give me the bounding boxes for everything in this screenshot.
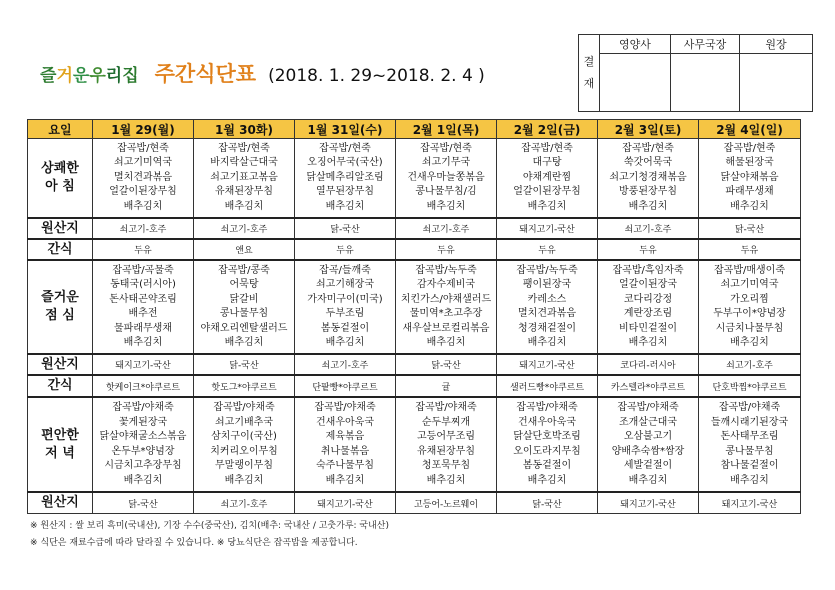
day-header: 2월 1일(목) (396, 120, 497, 139)
lunch-cell (93, 260, 194, 354)
dinner-cell (295, 397, 396, 491)
origin-note: ※ 원산지 : 쌀 보리 흑미(국내산), 기장 수수(중국산), 김치(배추: 국내산 / 고춧가루: 국내산) (30, 521, 389, 531)
origin-cell: 쇠고기-호주 (295, 354, 396, 375)
menu-item: 닭살야채볶음 (720, 171, 779, 183)
menu-note: ※ 식단은 재료수급에 따라 달라질 수 있습니다. ※ 당뇨식단은 잡곡밥을 제공합니다. (30, 538, 358, 548)
menu-item: 가오리찜 (730, 293, 769, 305)
menu-item: 콩나물무침 (219, 308, 269, 320)
approval-col-director: 원장 (740, 35, 813, 54)
menu-item: 배추김치 (730, 200, 769, 212)
snack-cell: 두유 (598, 239, 699, 260)
origin-label: 원산지 (28, 354, 93, 375)
menu-item: 얼갈이된장무침 (513, 186, 581, 198)
menu-item: 닭살단호박조림 (513, 431, 581, 443)
dinner-cell (194, 397, 295, 491)
snack-cell: 카스텔라*야쿠르트 (598, 375, 699, 397)
menu-item: 배추김치 (628, 200, 668, 212)
date-range: (2018. 1. 29~2018. 2. 4 ) (268, 66, 485, 86)
lunch-cell (295, 260, 396, 354)
menu-item: 잡곡밥/야채죽 (112, 402, 174, 414)
day-header: 2월 2일(금) (497, 120, 598, 139)
menu-item: 온두부*양념장 (111, 445, 175, 457)
lunch-cell (699, 260, 801, 354)
menu-item: 물파래무생채 (114, 322, 172, 334)
dinner-cell (598, 397, 699, 491)
origin-cell: 닭-국산 (396, 354, 497, 375)
snack-cell: 두유 (93, 239, 194, 260)
origin-cell: 닭-국산 (295, 218, 396, 239)
menu-item: 배추김치 (730, 474, 769, 486)
logo: 즐거운우리집 (40, 66, 139, 86)
origin-cell: 돼지고기-국산 (699, 492, 801, 514)
origin-cell: 코다리-러시아 (598, 354, 699, 375)
header-row (28, 120, 801, 139)
approval-col-nutritionist: 영양사 (600, 35, 671, 54)
menu-item: 배추김치 (628, 337, 668, 349)
menu-item: 청포묵무침 (421, 460, 471, 472)
lunch-cell (194, 260, 295, 354)
menu-item: 쇠고기청경채볶음 (609, 171, 687, 183)
weekly-menu-table (27, 119, 801, 514)
menu-item: 멸치견과볶음 (114, 171, 172, 183)
menu-item: 치킨가스/야채샐러드 (400, 293, 492, 305)
menu-item: 얼갈이된장무침 (109, 186, 177, 198)
menu-item: 배추전 (128, 308, 158, 320)
dinner-cell (396, 397, 497, 491)
menu-item: 돈사태곤약조림 (109, 293, 177, 305)
menu-item: 배추김치 (426, 474, 466, 486)
origin-cell: 돼지고기-국산 (497, 218, 598, 239)
menu-item: 잡곡밥/야채죽 (718, 402, 781, 414)
menu-item: 열무된장무침 (316, 186, 374, 198)
menu-item: 치커리오이무침 (210, 445, 278, 457)
menu-item: 배추김치 (224, 200, 264, 212)
snack-cell: 샐러드빵*야쿠르트 (497, 375, 598, 397)
breakfast-origin-row (28, 218, 801, 239)
menu-item: 잡곡밥/야채죽 (617, 402, 679, 414)
menu-item: 양배추숙쌈*쌈장 (611, 445, 685, 457)
menu-item: 봄동겉절이 (320, 322, 370, 334)
menu-item: 가자미구이(미국) (307, 293, 383, 305)
menu-item: 비타민겉절이 (619, 322, 677, 334)
menu-item: 얼갈이된장국 (619, 279, 677, 291)
dinner-label: 편안한 저 녁 (28, 397, 93, 491)
origin-cell: 쇠고기-호주 (194, 218, 295, 239)
breakfast-cell (295, 139, 396, 219)
snack-cell: 핫도그*야쿠르트 (194, 375, 295, 397)
origin-cell: 닭-국산 (93, 492, 194, 514)
menu-item: 두부조림 (325, 308, 365, 320)
menu-item: 배추김치 (426, 200, 466, 212)
menu-item: 잡곡밥/콩죽 (218, 265, 270, 277)
menu-item: 코다리강정 (623, 293, 673, 305)
menu-item: 숙주나물무침 (316, 460, 374, 472)
menu-item: 물미역*초고추장 (409, 308, 483, 320)
menu-item: 잡곡밥/현죽 (117, 143, 169, 154)
approval-col-manager: 사무국장 (671, 35, 740, 54)
snack-cell: 두유 (699, 239, 801, 260)
menu-item: 잡곡밥/야채죽 (314, 402, 376, 414)
lunch-cell (497, 260, 598, 354)
origin-label: 원산지 (28, 492, 93, 514)
origin-cell: 쇠고기-호주 (598, 218, 699, 239)
dinner-cell (699, 397, 801, 491)
menu-item: 계란장조림 (623, 308, 673, 320)
origin-cell: 쇠고기-호주 (93, 218, 194, 239)
menu-item: 들깨시래기된장국 (710, 416, 789, 428)
menu-item: 해물된장국 (725, 157, 774, 169)
origin-cell: 쇠고기-호주 (194, 492, 295, 514)
snack-row-2 (28, 375, 801, 397)
dinner-row (28, 397, 801, 491)
menu-item: 돈사태무조림 (720, 431, 779, 443)
menu-item: 배추김치 (730, 337, 769, 349)
menu-item: 카레소스 (527, 293, 567, 305)
menu-item: 시금치나물무침 (715, 322, 784, 334)
lunch-origin-row (28, 354, 801, 375)
approval-sign-box[interactable] (600, 54, 671, 112)
menu-item: 오삼불고기 (623, 431, 673, 443)
menu-item: 세발겉절이 (623, 460, 673, 472)
menu-item: 잡곡밥/곡물죽 (112, 265, 174, 277)
lunch-cell (598, 260, 699, 354)
menu-item: 쇠고기미역국 (114, 157, 172, 169)
menu-item: 배추김치 (325, 200, 365, 212)
approval-box (578, 34, 813, 112)
day-header: 1월 29(월) (93, 120, 194, 139)
menu-item: 어묵탕 (229, 279, 259, 291)
approval-side-label: 결 재 (579, 35, 600, 112)
origin-cell: 돼지고기-국산 (598, 492, 699, 514)
menu-item: 잡곡밥/야채죽 (516, 402, 578, 414)
menu-item: 잡곡밥/야채죽 (213, 402, 275, 414)
menu-item: 오이도라지무침 (513, 445, 581, 457)
snack-cell: 귤 (396, 375, 497, 397)
menu-item: 잡곡밥/녹두죽 (415, 265, 477, 277)
menu-item: 배추김치 (527, 200, 567, 212)
menu-item: 잡곡밥/현죽 (319, 143, 371, 154)
menu-item: 잡곡밥/녹두죽 (516, 265, 578, 277)
snack-cell: 핫케이크*야쿠르트 (93, 375, 194, 397)
menu-item: 배추김치 (224, 337, 264, 349)
lunch-cell (396, 260, 497, 354)
menu-item: 순두부찌개 (421, 416, 471, 428)
menu-item: 콩나물무침 (725, 445, 774, 457)
menu-item: 쇠고기미역국 (720, 279, 779, 291)
menu-item: 방풍된장무침 (619, 186, 677, 198)
menu-item: 잡곡밥/현죽 (521, 143, 573, 154)
breakfast-label: 상쾌한 아 침 (28, 139, 93, 219)
menu-item: 파래무생채 (725, 186, 774, 198)
menu-item: 봄동겉절이 (522, 460, 572, 472)
day-header: 1월 30화) (194, 120, 295, 139)
approval-sign-box[interactable] (740, 54, 813, 112)
snack-cell: 단호박찜*야쿠르트 (699, 375, 801, 397)
menu-item: 배추김치 (224, 474, 264, 486)
menu-item: 배추김치 (527, 337, 567, 349)
menu-item: 배추김치 (123, 474, 163, 486)
menu-item: 닭갈비 (229, 293, 259, 305)
menu-item: 닭살야채굴소스볶음 (99, 431, 187, 443)
menu-item: 감자수제비국 (417, 279, 475, 291)
snack-row-1 (28, 239, 801, 260)
breakfast-cell (93, 139, 194, 219)
menu-item: 바지락살근대국 (210, 157, 278, 169)
snack-cell: 두유 (295, 239, 396, 260)
menu-item: 쇠고기무국 (421, 157, 471, 169)
origin-cell: 돼지고기-국산 (295, 492, 396, 514)
page-title: 주간식단표 (154, 62, 257, 86)
dinner-cell (93, 397, 194, 491)
menu-item: 야채오리엔탈샐러드 (200, 322, 288, 334)
day-header: 2월 4일(일) (699, 120, 801, 139)
breakfast-cell (194, 139, 295, 219)
menu-item: 잡곡밥/현죽 (420, 143, 472, 154)
snack-cell: 두유 (396, 239, 497, 260)
menu-item: 청경채겉절이 (518, 322, 576, 334)
menu-item: 잡곡밥/현죽 (218, 143, 270, 154)
menu-item: 건새우마늘쫑볶음 (407, 171, 485, 183)
breakfast-cell (699, 139, 801, 219)
origin-cell: 쇠고기-호주 (699, 354, 801, 375)
menu-item: 시금치고추장무침 (104, 460, 182, 472)
menu-item: 팽이된장국 (522, 279, 572, 291)
origin-cell: 돼지고기-국산 (497, 354, 598, 375)
menu-item: 건새우아욱국 (316, 416, 374, 428)
menu-item: 잡곡밥/매생이죽 (714, 265, 785, 277)
snack-cell: 단팥빵*야쿠르트 (295, 375, 396, 397)
menu-item: 배추김치 (325, 474, 365, 486)
menu-item: 잡곡밥/야채죽 (415, 402, 477, 414)
menu-item: 유채된장무침 (417, 445, 475, 457)
menu-item: 제육볶음 (325, 431, 365, 443)
origin-cell: 돼지고기-국산 (93, 354, 194, 375)
menu-item: 배추김치 (628, 474, 668, 486)
page-header (40, 58, 485, 88)
menu-item: 삼치구이(국산) (211, 431, 277, 443)
menu-item: 닭살메추리알조림 (306, 171, 384, 183)
menu-item: 야채계란찜 (522, 171, 572, 183)
dinner-cell (497, 397, 598, 491)
menu-item: 두부구이*양념장 (713, 308, 786, 320)
menu-item: 취나물볶음 (320, 445, 370, 457)
origin-cell: 닭-국산 (699, 218, 801, 239)
breakfast-cell (497, 139, 598, 219)
origin-cell: 쇠고기-호주 (396, 218, 497, 239)
origin-cell: 고등어-노르웨이 (396, 492, 497, 514)
menu-item: 배추김치 (426, 337, 466, 349)
menu-item: 새우살브로컬리볶음 (402, 322, 490, 334)
origin-label: 원산지 (28, 218, 93, 239)
breakfast-row (28, 139, 801, 219)
snack-label: 간식 (28, 375, 93, 397)
menu-item: 건새우아욱국 (518, 416, 576, 428)
menu-item: 쇠고기해장국 (316, 279, 374, 291)
corner-cell: 요일 (28, 120, 93, 139)
snack-cell: 앤요 (194, 239, 295, 260)
menu-item: 잡곡밥/현죽 (723, 143, 776, 154)
menu-item: 꽃게된장국 (118, 416, 168, 428)
origin-cell: 닭-국산 (194, 354, 295, 375)
origin-cell: 닭-국산 (497, 492, 598, 514)
menu-item: 잡곡밥/현죽 (622, 143, 674, 154)
menu-item: 대구탕 (532, 157, 562, 169)
menu-item: 쇠고기배추국 (215, 416, 273, 428)
lunch-row (28, 260, 801, 354)
breakfast-cell (598, 139, 699, 219)
snack-label: 간식 (28, 239, 93, 260)
menu-item: 콩나물무침/김 (415, 186, 477, 198)
menu-item: 유채된장무침 (215, 186, 273, 198)
menu-item: 배추김치 (123, 200, 163, 212)
menu-item: 쇠고기표고볶음 (210, 171, 278, 183)
menu-item: 조개살근대국 (619, 416, 677, 428)
approval-sign-box[interactable] (671, 54, 740, 112)
menu-item: 배추김치 (527, 474, 567, 486)
snack-cell: 두유 (497, 239, 598, 260)
menu-item: 잡곡/들깨죽 (319, 265, 371, 277)
menu-item: 동태국(러시아) (110, 279, 176, 291)
day-header: 1월 31일(수) (295, 120, 396, 139)
breakfast-cell (396, 139, 497, 219)
menu-item: 오징어무국(국산) (307, 157, 383, 169)
lunch-label: 즐거운 점 심 (28, 260, 93, 354)
menu-item: 무말랭이무침 (215, 460, 273, 472)
menu-item: 멸치견과볶음 (518, 308, 576, 320)
menu-item: 배추김치 (325, 337, 365, 349)
menu-item: 참나물겉절이 (720, 460, 779, 472)
day-header: 2월 3일(토) (598, 120, 699, 139)
menu-item: 고등어무조림 (417, 431, 475, 443)
menu-item: 쑥갓어묵국 (623, 157, 673, 169)
menu-item: 잡곡밥/흑임자죽 (612, 265, 684, 277)
dinner-origin-row (28, 492, 801, 514)
menu-item: 배추김치 (123, 337, 163, 349)
